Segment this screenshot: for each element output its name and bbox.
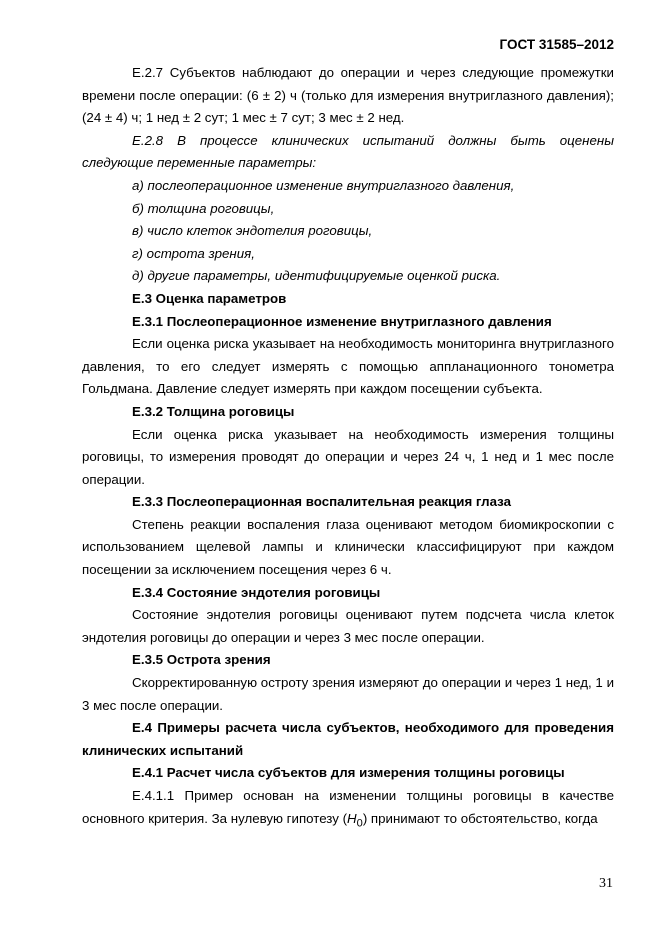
- heading-e3-4: Е.3.4 Состояние эндотелия роговицы: [132, 584, 381, 600]
- paragraph-e3-2: Если оценка риска указывает на необходимость измерения толщины роговицы, то измерения проводят до операции и через 24 ч, 1 нед и 1 мес после операции.: [82, 426, 614, 487]
- hypothesis-subscript: 0: [356, 817, 363, 830]
- heading-e3-1: Е.3.1 Послеоперационное изменение внутриглазного давления: [132, 313, 552, 329]
- paragraph-e4-1-1-text-end: ) принимают то обстоятельство, когда: [362, 810, 598, 826]
- page-body: [82, 62, 614, 835]
- paragraph-e4-1-1-text: Е.4.1.1 Пример основан на изменении толщины роговицы в качестве основного критерия. За нулевую гипотезу (: [82, 788, 614, 826]
- paragraph-e3-3: Степень реакции воспаления глаза оценивают методом биомикроскопии с использованием щелевой лампы и клинически классифицируют при каждом посещении за исключением посещения через 6 ч.: [82, 516, 614, 578]
- heading-e4-1: Е.4.1 Расчет числа субъектов для измерения толщины роговицы: [132, 765, 565, 781]
- heading-e3-2: Е.3.2 Толщина роговицы: [132, 403, 295, 419]
- heading-e4: Е.4 Примеры расчета числа субъектов, необходимого для проведения клинических испытаний: [82, 720, 614, 758]
- paragraph-e3-1: Если оценка риска указывает на необходимость мониторинга внутриглазного давления, то его следует измерять с помощью аппланационного тонометра Гольдмана. Давление следует измерять при каждом посещении субъекта.: [82, 336, 614, 397]
- heading-e3-3: Е.3.3 Послеоперационная воспалительная реакция глаза: [132, 494, 511, 510]
- paragraph-e2-7: Е.2.7 Субъектов наблюдают до операции и через следующие промежутки времени после операции: (6 ± 2) ч (только для измерения внутриглазного давления); (24 ± 4) ч; 1 нед ± 2 сут; 1 мес ± 7 сут; 3 мес ± 2 нед.: [82, 65, 614, 126]
- paragraph-e3-4: Состояние эндотелия роговицы оценивают путем подсчета числа клеток эндотелия роговицы до операции и через 3 мес после операции.: [82, 607, 614, 645]
- page-number: 31: [599, 876, 613, 891]
- list-item: г) острота зрения,: [132, 245, 255, 261]
- paragraph-e4-1-1: [82, 785, 614, 835]
- hypothesis-symbol: H: [347, 810, 357, 826]
- heading-e3: Е.3 Оценка параметров: [132, 290, 287, 306]
- heading-e3-5: Е.3.5 Острота зрения: [132, 652, 271, 668]
- document-code: ГОСТ 31585–2012: [499, 37, 614, 52]
- list-item: д) другие параметры, идентифицируемые оценкой риска.: [132, 268, 501, 284]
- paragraph-e3-5: Скорректированную остроту зрения измеряют до операции и через 1 нед, 1 и 3 мес после операции.: [82, 675, 614, 713]
- list-item: б) толщина роговицы,: [132, 200, 275, 216]
- list-item: а) послеоперационное изменение внутриглазного давления,: [132, 177, 515, 193]
- paragraph-e2-8: Е.2.8 В процессе клинических испытаний должны быть оценены следующие переменные параметры:: [82, 132, 614, 171]
- list-item: в) число клеток эндотелия роговицы,: [132, 223, 373, 239]
